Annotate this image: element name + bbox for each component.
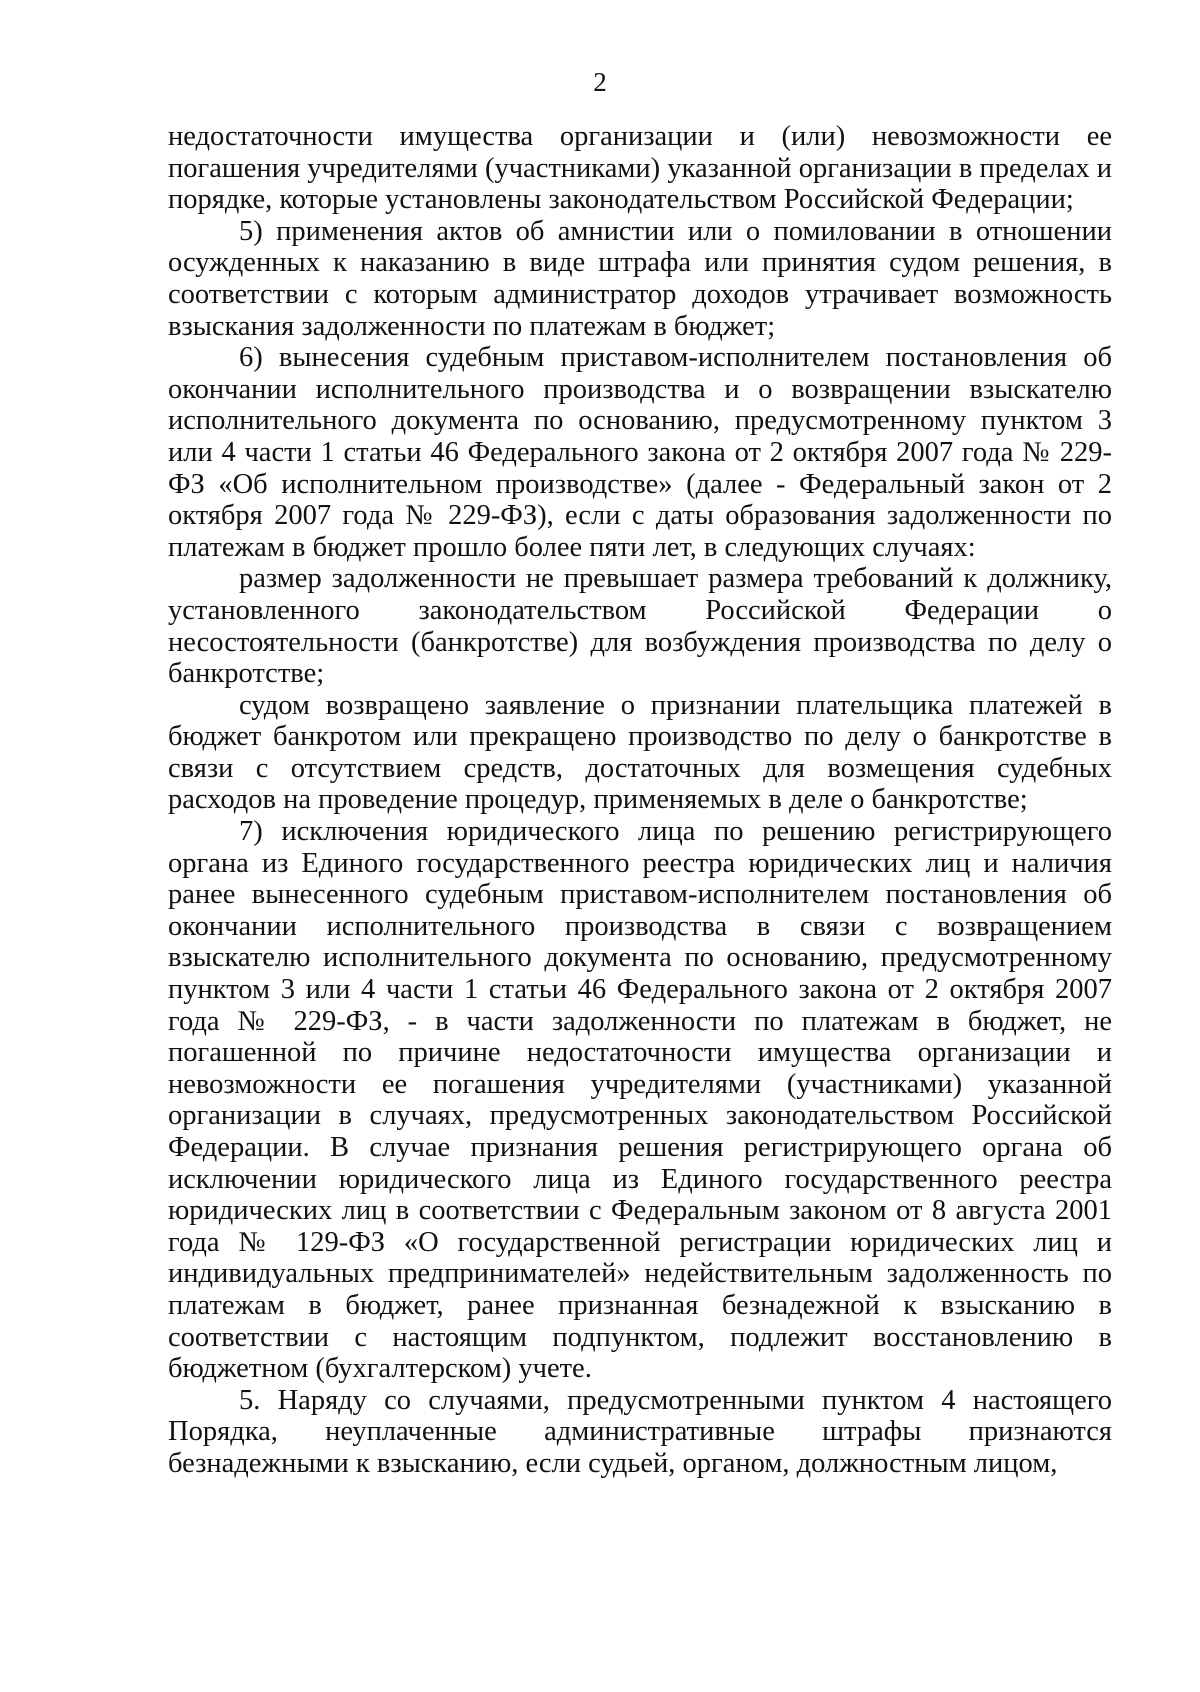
paragraph-item-6-case-1: размер задолженности не превышает размера требований к должнику, установленного законодательством Российской Федерации о несостоятельности (банкротстве) для возбуждения производства по делу о банкротстве; — [168, 563, 1112, 690]
paragraph-item-6: 6) вынесения судебным приставом-исполнителем постановления об окончании исполнительного производства и о возвращении взыскателю исполнительного документа по основанию, предусмотренному пунктом 3 или 4 части 1 статьи 46 Федерального закона от 2 октября 2007 года № 229-ФЗ «Об исполнительном производстве» (далее - Федеральный закон от 2 октября 2007 года № 229-ФЗ), если с даты образования задолженности по платежам в бюджет прошло более пяти лет, в следующих случаях: — [168, 342, 1112, 563]
document-body — [168, 121, 1112, 1480]
paragraph-section-5: 5. Наряду со случаями, предусмотренными пунктом 4 настоящего Порядка, неуплаченные административные штрафы признаются безнадежными к взысканию, если судьей, органом, должностным лицом, — [168, 1384, 1112, 1479]
paragraph-item-7: 7) исключения юридического лица по решению регистрирующего органа из Единого государственного реестра юридических лиц и наличия ранее вынесенного судебным приставом-исполнителем постановления об окончании исполнительного производства в связи с возвращением взыскателю исполнительного документа по основанию, предусмотренному пунктом 3 или 4 части 1 статьи 46 Федерального закона от 2 октября 2007 года № 229-ФЗ, - в части задолженности по платежам в бюджет, не погашенной по причине недостаточности имущества организации и невозможности ее погашения учредителями (участниками) указанной организации в случаях, предусмотренных законодательством Российской Федерации. В случае признания решения регистрирующего органа об исключении юридического лица из Единого государственного реестра юридических лиц в соответствии с Федеральным законом от 8 августа 2001 года № 129-ФЗ «О государственной регистрации юридических лиц и индивидуальных предпринимателей» недействительным задолженность по платежам в бюджет, ранее признанная безнадежной к взысканию в соответствии с настоящим подпунктом, подлежит восстановлению в бюджетном (бухгалтерском) учете. — [168, 816, 1112, 1385]
paragraph-item-5: 5) применения актов об амнистии или о помиловании в отношении осужденных к наказанию в виде штрафа или принятия судом решения, в соответствии с которым администратор доходов утрачивает возможность взыскания задолженности по платежам в бюджет; — [168, 215, 1112, 342]
paragraph-item-6-case-2: судом возвращено заявление о признании плательщика платежей в бюджет банкротом или прекращено производство по делу о банкротстве в связи с отсутствием средств, достаточных для возмещения судебных расходов на проведение процедур, применяемых в деле о банкротстве; — [168, 689, 1112, 816]
paragraph-continuation: недостаточности имущества организации и (или) невозможности ее погашения учредителями (участниками) указанной организации в пределах и порядке, которые установлены законодательством Российской Федерации; — [168, 121, 1112, 216]
page-number: 2 — [593, 67, 607, 97]
